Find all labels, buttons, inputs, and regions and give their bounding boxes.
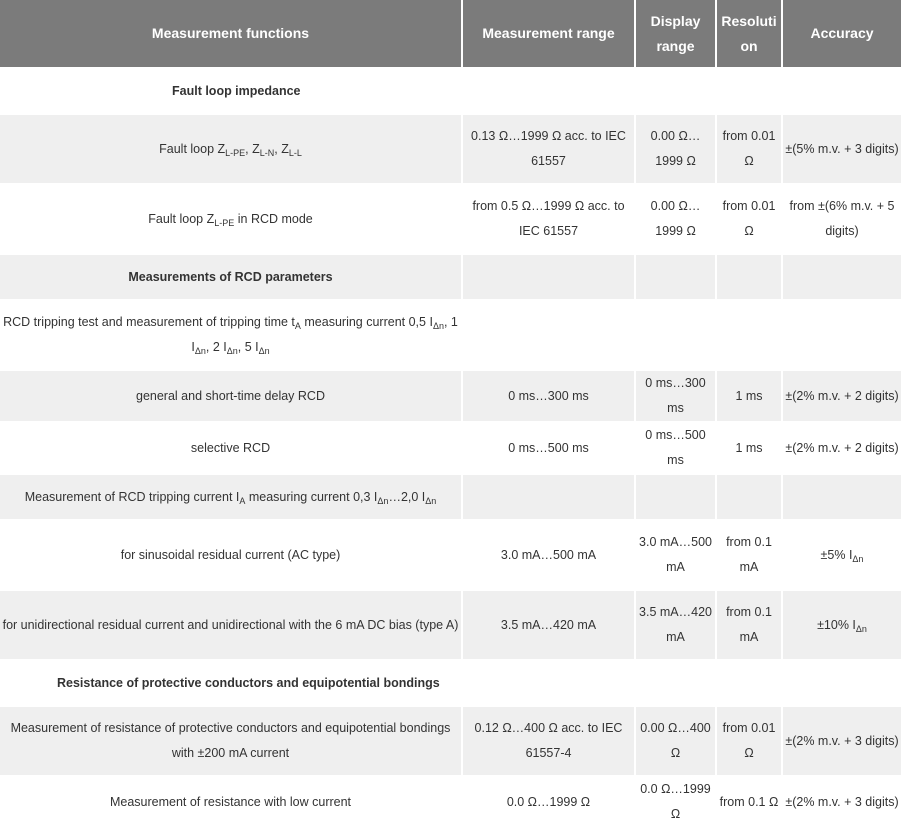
- cell-display: 0.00 Ω…1999 Ω: [635, 184, 716, 254]
- cell-function: selective RCD: [0, 422, 462, 474]
- section-row: [0, 660, 901, 706]
- cell-resolution: from 0.1 mA: [716, 520, 782, 590]
- cell-range: 3.5 mA…420 mA: [462, 590, 635, 660]
- cell-range: 0.12 Ω…400 Ω acc. to IEC 61557-4: [462, 706, 635, 776]
- table-row: [0, 706, 901, 776]
- cell-resolution: from 0.01 Ω: [716, 114, 782, 184]
- cell-display: 0 ms…500 ms: [635, 422, 716, 474]
- cell-display: 0.0 Ω…1999 Ω: [635, 776, 716, 828]
- section-rcd: Measurements of RCD parameters: [0, 254, 462, 300]
- cell-accuracy: ±(2% m.v. + 3 digits): [782, 706, 901, 776]
- cell-display: 0.00 Ω…1999 Ω: [635, 114, 716, 184]
- cell-function: general and short-time delay RCD: [0, 370, 462, 422]
- cell-accuracy: ±(2% m.v. + 3 digits): [782, 776, 901, 828]
- section-row: [0, 68, 901, 114]
- cell-function: for unidirectional residual current and unidirectional with the 6 mA DC bias (type A): [0, 590, 462, 660]
- cell-range: 0 ms…300 ms: [462, 370, 635, 422]
- table-row: [0, 184, 901, 254]
- cell-function: RCD tripping test and measurement of tripping time $t_A$ measuring current 0,5 $I_{\Delta n}$, 1 $I_{\Delta n}$, 2 $I_{\Delta n}$, 5 $I_{\Delta n}$: [0, 300, 462, 370]
- table-row: [0, 370, 901, 422]
- cell-resolution: from 0.1 mA: [716, 590, 782, 660]
- cell-resolution: 1 ms: [716, 370, 782, 422]
- cell-resolution: from 0.01 Ω: [716, 184, 782, 254]
- cell-function: Measurement of RCD tripping current $I_A$ measuring current 0,3 $I_{\Delta n}\dots 2,0$ $I_{\Delta n}$: [0, 474, 462, 520]
- cell-display: 3.5 mA…420 mA: [635, 590, 716, 660]
- cell-function: Fault loop $Z_{L-PE}$, $Z_{L-N}$, $Z_{L-L}$: [0, 114, 462, 184]
- cell-accuracy: ±(2% m.v. + 2 digits): [782, 370, 901, 422]
- cell-display: 3.0 mA…500 mA: [635, 520, 716, 590]
- cell-accuracy: ±5% $I_{\Delta n}$: [782, 520, 901, 590]
- table-row: [0, 474, 901, 520]
- cell-resolution: from 0.1 Ω: [716, 776, 782, 828]
- cell-display: 0.00 Ω…400 Ω: [635, 706, 716, 776]
- cell-display: 0 ms…300 ms: [635, 370, 716, 422]
- table-row: [0, 520, 901, 590]
- section-row: [0, 254, 901, 300]
- cell-function: Measurement of resistance with low current: [0, 776, 462, 828]
- header-measurement-functions: Measurement functions: [0, 0, 462, 68]
- cell-range: from 0.5 Ω…1999 Ω acc. to IEC 61557: [462, 184, 635, 254]
- cell-accuracy: ±10% $I_{\Delta n}$: [782, 590, 901, 660]
- header-measurement-range: Measurement range: [462, 0, 635, 68]
- section-resistance: Resistance of protective conductors and equipotential bondings: [0, 660, 901, 706]
- table-row: [0, 422, 901, 474]
- cell-accuracy: ±(2% m.v. + 2 digits): [782, 422, 901, 474]
- table-row: [0, 590, 901, 660]
- cell-range: 3.0 mA…500 mA: [462, 520, 635, 590]
- table-row: [0, 300, 901, 370]
- cell-range: 0 ms…500 ms: [462, 422, 635, 474]
- cell-accuracy: ±(5% m.v. + 3 digits): [782, 114, 901, 184]
- table-row: [0, 776, 901, 828]
- header-row: [0, 0, 901, 68]
- cell-function: Fault loop $Z_{L-PE}$ in RCD mode: [0, 184, 462, 254]
- header-accuracy: Accuracy: [782, 0, 901, 68]
- section-fault-loop: Fault loop impedance: [0, 68, 901, 114]
- header-display-range: Display range: [635, 0, 716, 68]
- header-resolution: Resoluti on: [716, 0, 782, 68]
- cell-function: Measurement of resistance of protective conductors and equipotential bondings with ±200 mA current: [0, 706, 462, 776]
- cell-resolution: from 0.01 Ω: [716, 706, 782, 776]
- cell-range: 0.0 Ω…1999 Ω: [462, 776, 635, 828]
- cell-accuracy: from ±(6% m.v. + 5 digits): [782, 184, 901, 254]
- cell-resolution: 1 ms: [716, 422, 782, 474]
- cell-range: 0.13 Ω…1999 Ω acc. to IEC 61557: [462, 114, 635, 184]
- table-row: [0, 114, 901, 184]
- cell-function: for sinusoidal residual current (AC type): [0, 520, 462, 590]
